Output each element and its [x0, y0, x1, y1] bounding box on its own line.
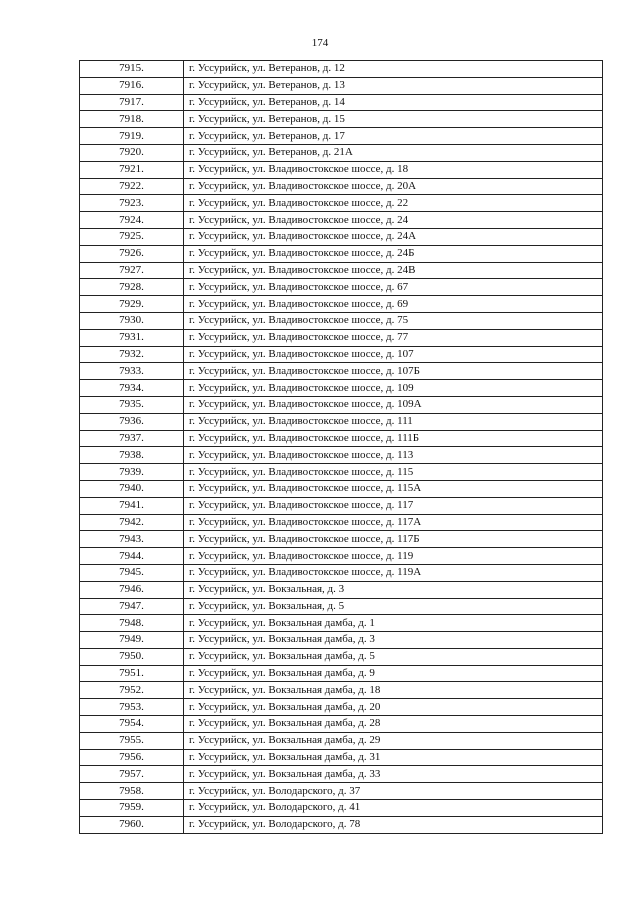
- table-row: [80, 648, 603, 665]
- table-row: [80, 161, 603, 178]
- table-row: [80, 514, 603, 531]
- row-number-cell: 7939.: [80, 464, 184, 481]
- row-number-cell: 7945.: [80, 564, 184, 581]
- table-row: [80, 800, 603, 817]
- row-number-cell: 7925.: [80, 228, 184, 245]
- row-number-cell: 7954.: [80, 716, 184, 733]
- address-cell: г. Уссурийск, ул. Владивостокское шоссе, д. 24Б: [184, 245, 603, 262]
- row-number-cell: 7927.: [80, 262, 184, 279]
- address-cell: г. Уссурийск, ул. Владивостокское шоссе, д. 119: [184, 548, 603, 565]
- address-cell: г. Уссурийск, ул. Владивостокское шоссе, д. 24: [184, 212, 603, 229]
- address-cell: г. Уссурийск, ул. Владивостокское шоссе, д. 24В: [184, 262, 603, 279]
- row-number-cell: 7915.: [80, 61, 184, 78]
- table-row: [80, 682, 603, 699]
- address-cell: г. Уссурийск, ул. Ветеранов, д. 13: [184, 77, 603, 94]
- address-cell: г. Уссурийск, ул. Владивостокское шоссе, д. 115А: [184, 480, 603, 497]
- row-number-cell: 7953.: [80, 699, 184, 716]
- table-row: [80, 699, 603, 716]
- address-cell: г. Уссурийск, ул. Ветеранов, д. 21А: [184, 144, 603, 161]
- table-row: [80, 94, 603, 111]
- address-cell: г. Уссурийск, ул. Владивостокское шоссе, д. 107: [184, 346, 603, 363]
- address-cell: г. Уссурийск, ул. Владивостокское шоссе, д. 117: [184, 497, 603, 514]
- row-number-cell: 7920.: [80, 144, 184, 161]
- table-row: [80, 766, 603, 783]
- row-number-cell: 7934.: [80, 380, 184, 397]
- address-cell: г. Уссурийск, ул. Володарского, д. 37: [184, 783, 603, 800]
- address-cell: г. Уссурийск, ул. Владивостокское шоссе, д. 75: [184, 312, 603, 329]
- row-number-cell: 7957.: [80, 766, 184, 783]
- row-number-cell: 7950.: [80, 648, 184, 665]
- row-number-cell: 7960.: [80, 816, 184, 833]
- address-cell: г. Уссурийск, ул. Володарского, д. 41: [184, 800, 603, 817]
- address-cell: г. Уссурийск, ул. Владивостокское шоссе, д. 117А: [184, 514, 603, 531]
- table-row: [80, 632, 603, 649]
- table-row: [80, 128, 603, 145]
- address-cell: г. Уссурийск, ул. Вокзальная дамба, д. 28: [184, 716, 603, 733]
- table-row: [80, 716, 603, 733]
- row-number-cell: 7938.: [80, 447, 184, 464]
- address-cell: г. Уссурийск, ул. Вокзальная дамба, д. 1: [184, 615, 603, 632]
- row-number-cell: 7922.: [80, 178, 184, 195]
- address-cell: г. Уссурийск, ул. Владивостокское шоссе, д. 119А: [184, 564, 603, 581]
- address-cell: г. Уссурийск, ул. Владивостокское шоссе, д. 107Б: [184, 363, 603, 380]
- address-cell: г. Уссурийск, ул. Вокзальная, д. 3: [184, 581, 603, 598]
- row-number-cell: 7947.: [80, 598, 184, 615]
- address-cell: г. Уссурийск, ул. Владивостокское шоссе, д. 117Б: [184, 531, 603, 548]
- table-row: [80, 497, 603, 514]
- table-row: [80, 816, 603, 833]
- row-number-cell: 7936.: [80, 413, 184, 430]
- row-number-cell: 7942.: [80, 514, 184, 531]
- address-cell: г. Уссурийск, ул. Ветеранов, д. 15: [184, 111, 603, 128]
- address-cell: г. Уссурийск, ул. Владивостокское шоссе, д. 111: [184, 413, 603, 430]
- table-row: [80, 296, 603, 313]
- address-cell: г. Уссурийск, ул. Владивостокское шоссе, д. 18: [184, 161, 603, 178]
- row-number-cell: 7937.: [80, 430, 184, 447]
- table-row: [80, 413, 603, 430]
- table-row: [80, 279, 603, 296]
- address-table: [79, 60, 603, 834]
- table-row: [80, 531, 603, 548]
- address-cell: г. Уссурийск, ул. Владивостокское шоссе, д. 22: [184, 195, 603, 212]
- row-number-cell: 7928.: [80, 279, 184, 296]
- table-row: [80, 581, 603, 598]
- row-number-cell: 7958.: [80, 783, 184, 800]
- table-row: [80, 312, 603, 329]
- table-row: [80, 665, 603, 682]
- row-number-cell: 7959.: [80, 800, 184, 817]
- address-cell: г. Уссурийск, ул. Вокзальная дамба, д. 33: [184, 766, 603, 783]
- table-row: [80, 212, 603, 229]
- table-row: [80, 178, 603, 195]
- table-row: [80, 480, 603, 497]
- address-cell: г. Уссурийск, ул. Владивостокское шоссе, д. 115: [184, 464, 603, 481]
- table-row: [80, 783, 603, 800]
- table-row: [80, 548, 603, 565]
- address-cell: г. Уссурийск, ул. Владивостокское шоссе, д. 77: [184, 329, 603, 346]
- address-cell: г. Уссурийск, ул. Вокзальная, д. 5: [184, 598, 603, 615]
- table-row: [80, 111, 603, 128]
- row-number-cell: 7921.: [80, 161, 184, 178]
- table-row: [80, 61, 603, 78]
- row-number-cell: 7919.: [80, 128, 184, 145]
- address-cell: г. Уссурийск, ул. Вокзальная дамба, д. 18: [184, 682, 603, 699]
- table-row: [80, 77, 603, 94]
- row-number-cell: 7931.: [80, 329, 184, 346]
- row-number-cell: 7918.: [80, 111, 184, 128]
- table-row: [80, 363, 603, 380]
- table-row: [80, 144, 603, 161]
- row-number-cell: 7917.: [80, 94, 184, 111]
- table-row: [80, 615, 603, 632]
- row-number-cell: 7916.: [80, 77, 184, 94]
- row-number-cell: 7940.: [80, 480, 184, 497]
- table-row: [80, 245, 603, 262]
- address-cell: г. Уссурийск, ул. Владивостокское шоссе, д. 109А: [184, 396, 603, 413]
- address-table-body: [80, 61, 603, 834]
- table-row: [80, 380, 603, 397]
- table-row: [80, 195, 603, 212]
- table-row: [80, 732, 603, 749]
- address-cell: г. Уссурийск, ул. Владивостокское шоссе, д. 67: [184, 279, 603, 296]
- table-row: [80, 464, 603, 481]
- row-number-cell: 7930.: [80, 312, 184, 329]
- row-number-cell: 7955.: [80, 732, 184, 749]
- address-cell: г. Уссурийск, ул. Владивостокское шоссе, д. 113: [184, 447, 603, 464]
- table-row: [80, 564, 603, 581]
- row-number-cell: 7952.: [80, 682, 184, 699]
- row-number-cell: 7926.: [80, 245, 184, 262]
- address-cell: г. Уссурийск, ул. Вокзальная дамба, д. 20: [184, 699, 603, 716]
- address-cell: г. Уссурийск, ул. Ветеранов, д. 14: [184, 94, 603, 111]
- address-cell: г. Уссурийск, ул. Владивостокское шоссе, д. 69: [184, 296, 603, 313]
- row-number-cell: 7943.: [80, 531, 184, 548]
- row-number-cell: 7951.: [80, 665, 184, 682]
- row-number-cell: 7923.: [80, 195, 184, 212]
- row-number-cell: 7956.: [80, 749, 184, 766]
- row-number-cell: 7929.: [80, 296, 184, 313]
- address-cell: г. Уссурийск, ул. Ветеранов, д. 12: [184, 61, 603, 78]
- address-cell: г. Уссурийск, ул. Вокзальная дамба, д. 31: [184, 749, 603, 766]
- row-number-cell: 7933.: [80, 363, 184, 380]
- row-number-cell: 7944.: [80, 548, 184, 565]
- row-number-cell: 7946.: [80, 581, 184, 598]
- table-row: [80, 430, 603, 447]
- address-cell: г. Уссурийск, ул. Ветеранов, д. 17: [184, 128, 603, 145]
- table-row: [80, 228, 603, 245]
- table-row: [80, 598, 603, 615]
- address-cell: г. Уссурийск, ул. Вокзальная дамба, д. 9: [184, 665, 603, 682]
- address-cell: г. Уссурийск, ул. Володарского, д. 78: [184, 816, 603, 833]
- table-row: [80, 396, 603, 413]
- address-cell: г. Уссурийск, ул. Владивостокское шоссе, д. 109: [184, 380, 603, 397]
- address-cell: г. Уссурийск, ул. Владивостокское шоссе, д. 20А: [184, 178, 603, 195]
- row-number-cell: 7949.: [80, 632, 184, 649]
- table-row: [80, 329, 603, 346]
- table-row: [80, 262, 603, 279]
- row-number-cell: 7948.: [80, 615, 184, 632]
- row-number-cell: 7924.: [80, 212, 184, 229]
- address-cell: г. Уссурийск, ул. Вокзальная дамба, д. 5: [184, 648, 603, 665]
- row-number-cell: 7941.: [80, 497, 184, 514]
- address-cell: г. Уссурийск, ул. Владивостокское шоссе, д. 111Б: [184, 430, 603, 447]
- row-number-cell: 7932.: [80, 346, 184, 363]
- address-cell: г. Уссурийск, ул. Вокзальная дамба, д. 3: [184, 632, 603, 649]
- row-number-cell: 7935.: [80, 396, 184, 413]
- table-row: [80, 447, 603, 464]
- table-row: [80, 346, 603, 363]
- page-number: 174: [311, 37, 329, 49]
- address-cell: г. Уссурийск, ул. Вокзальная дамба, д. 29: [184, 732, 603, 749]
- table-row: [80, 749, 603, 766]
- address-cell: г. Уссурийск, ул. Владивостокское шоссе, д. 24А: [184, 228, 603, 245]
